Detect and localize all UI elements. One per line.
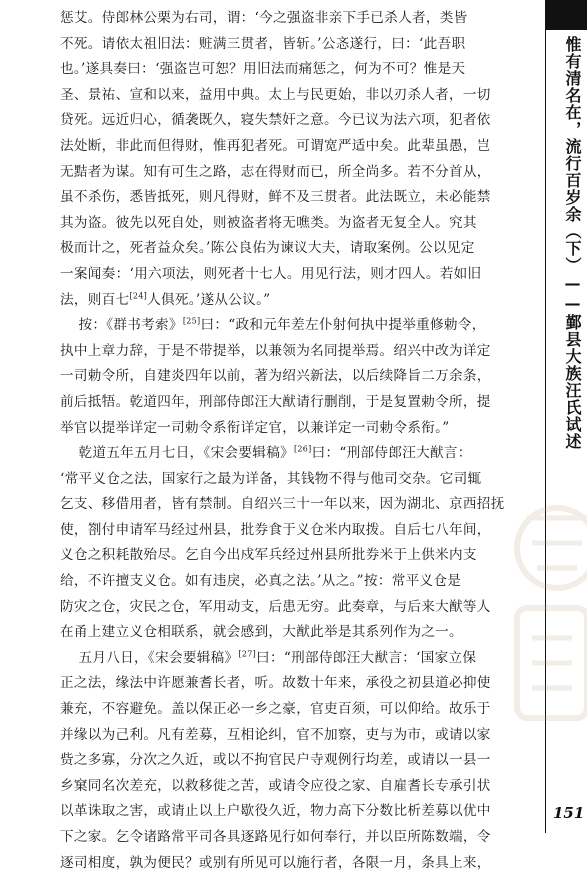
paragraph	[60, 441, 530, 646]
text-line: 兼充，不容避免。盖以保正必一乡之豪，官吏百须，可以仰给。故乐于	[60, 701, 491, 718]
text-line: 惩艾。侍郎林公栗为右司，谓：‘今之强盗非亲下手已杀人者，类皆	[60, 10, 468, 26]
text-line: 无黠者为谋。知有可生之路，志在得财而已，所全尚多。若不分首从，	[60, 163, 491, 180]
text-line: 乞支、移借用者，皆有禁制。自绍兴三十一年以来，因为湖北、京西招抚	[60, 496, 505, 513]
text-line: 逐司相度，孰为便民？或别有所见可以施行者，各限一月，条具上来，	[60, 854, 491, 871]
text-line: 赀之多寡，分次之久近，或以不拘官民户寺观例行均差，或请以一县一	[60, 752, 491, 769]
text-line: 乡窠同名次差充，以救移徙之苦，或请令应役之家、自雇耆长专承引状	[60, 777, 491, 794]
running-title: 惟有清名在，流行百岁余（下）——鄞县大族汪氏试述	[563, 36, 582, 450]
text-line: 贷死。远近归心，循袭既久，寝失禁奸之意。今已议为法六项，犯者依	[60, 112, 491, 129]
text-line: 其为盗。彼先以死自处，则被盗者将无噍类。为盗者无复全人。究其	[60, 214, 477, 231]
text-line: 下之家。乞令诸路常平司各具逐路见行如何奉行，并以臣所陈数端，令	[60, 829, 491, 845]
margin-tab-marker	[545, 0, 587, 30]
text-line: 使，劄付申请军马经过州县，批券食于义仓米内取拨。自后七八年间，	[60, 521, 491, 538]
paragraph	[60, 313, 530, 441]
text-line: 防灾之仓，灾民之仓，军用动支，后患无穷。此奏章，与后来大猷等人	[60, 598, 491, 615]
text-line: 虽不杀伤，悉皆抵死，则凡得财，鲜不及三贯者。此法既立，未必能禁	[60, 189, 491, 206]
text-line: 不死。请依太祖旧法：赃满三贯者，皆斩。’公忞遂行，曰：‘此吾职	[60, 35, 466, 52]
text-line: 极而计之，死者益众矣。’陈公良佑为谏议大夫，请取案例。公以见定	[60, 240, 475, 257]
text-line: 法，则百七[24]人俱死。’遂从公议。”	[60, 291, 271, 308]
page-number: 151	[553, 804, 585, 822]
text-line: 法处断，非此而但得财，惟再犯者死。可谓宽严适中矣。此辈虽愚，岂	[60, 137, 491, 154]
text-line: 并缘以为己利。凡有差募，互相论纠，官不加察，吏与为市，或请以家	[60, 726, 491, 743]
text-line: 给，不许擅支义仓。如有违戾，必真之法。’从之。”按：常平义仓是	[60, 573, 462, 590]
footnote-ref: [27]	[238, 649, 257, 659]
text-line: 执中上章力辞，于是不带提举，以兼领为名同提举焉。绍兴中改为详定	[60, 342, 491, 359]
text-line: ‘常平义仓之法，国家行之最为详备，其钱物不得与他司交杂。它司辄	[60, 470, 482, 487]
text-line: 一案闻奏：‘用六项法，则死者十七人。用见行法，则才四人。若如旧	[60, 265, 482, 282]
text-line: 在甬上建立义仓相联系，就会感到，大猷此举是其系列作为之一。	[60, 624, 463, 641]
margin-rule	[545, 0, 546, 833]
footnote-ref: [25]	[182, 316, 201, 326]
text-line: 义仓之积耗散殆尽。乞自今出戍军兵经过州县所批券米于上供米内支	[60, 547, 477, 564]
footnote-ref: [26]	[293, 444, 312, 454]
text-line: 前后抵牾。乾道四年，刑部侍郎汪大猷请行删削，于是复置勅令所，提	[60, 393, 491, 410]
text-line: 正之法，缘法中许愿兼耆长者，听。故数十年来，承役之初县道必抑使	[60, 675, 491, 692]
text-line: 举官以提举详定一司勅令系衔详定官，以兼详定一司勅令系衔。”	[60, 419, 450, 436]
text-line: 按：《群书考索》[25]曰：“政和元年差左仆射何执中提举重修勅令，	[60, 316, 486, 334]
body-text	[60, 6, 530, 876]
text-line: 一司勅令所，自建炎四年以前，著为绍兴新法，以后续降旨二万余条，	[60, 368, 491, 385]
paragraph	[60, 6, 530, 313]
text-line: 乾道五年五月七日，《宋会要辑稿》[26]曰：“刑部侍郎汪大猷言：	[60, 444, 472, 462]
footnote-ref: [24]	[129, 291, 148, 300]
text-line: 也。’遂具奏曰：‘强盗岂可恕？用旧法而痛惩之，何为不可？惟是天	[60, 61, 466, 78]
text-line: 以革诛取之害，或请止以上户歇役久近，物力高下分数比析差募以优中	[60, 803, 491, 820]
text-line: 圣、景祐、宣和以来，益用中典。太上与民更始，非以刃杀人者，一切	[60, 86, 491, 103]
paragraph	[60, 646, 530, 876]
text-line: 五月八日，《宋会要辑稿》[27]曰：“刑部侍郎汪大猷言：‘国家立保	[60, 649, 477, 666]
